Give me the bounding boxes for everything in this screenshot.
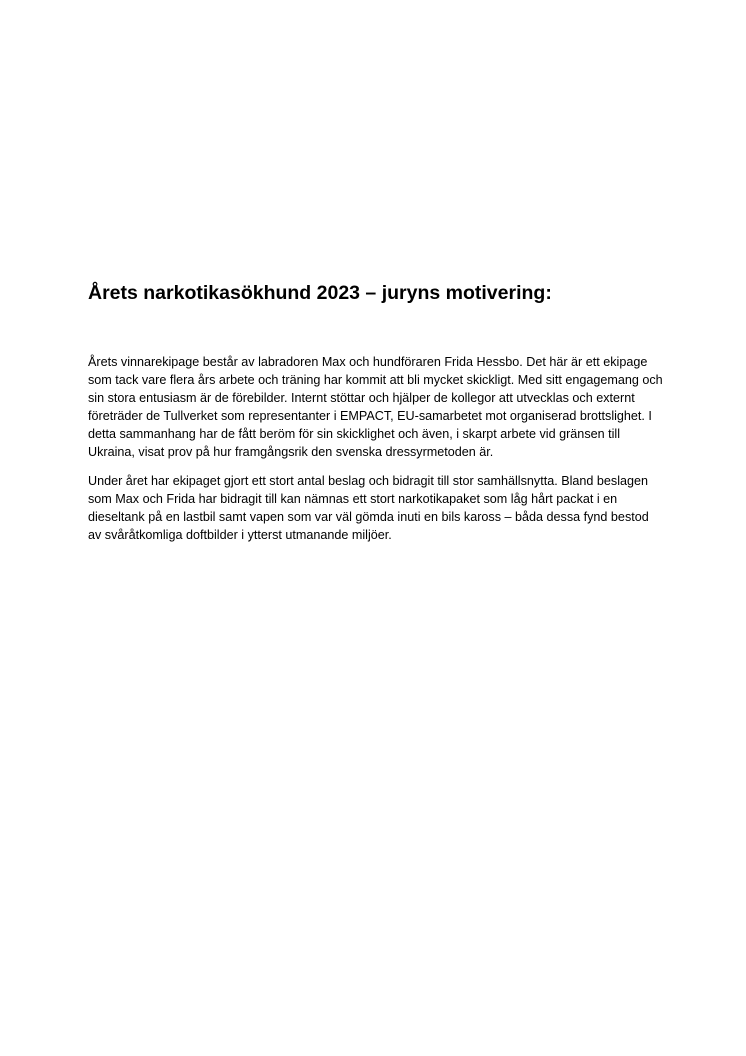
document-body xyxy=(88,353,663,544)
paragraph-seizures: Under året har ekipaget gjort ett stort antal beslag och bidragit till stor samhällsnytta. Bland beslagen som Max och Frida har bidragit till kan nämnas ett stort narkotikapaket som låg hårt packat i en dieseltank på en lastbil samt vapen som var väl gömda inuti en bils kaross – båda dessa fynd bestod av svåråtkomliga doftbilder i ytterst utmanande miljöer. xyxy=(88,474,649,542)
document-title: Årets narkotikasökhund 2023 – juryns motivering: xyxy=(88,282,552,304)
paragraph-jury-motivation: Årets vinnarekipage består av labradoren Max och hundföraren Frida Hessbo. Det här är ett ekipage som tack vare flera års arbete och träning har kommit att bli mycket skickligt. Med sitt engagemang och sin stora entusiasm är de förebilder. Internt stöttar och hjälper de kollegor att utvecklas och externt företräder de Tullverket som representanter i EMPACT, EU-samarbetet mot organiserad brottslighet. I detta sammanhang har de fått beröm för sin skicklighet och även, i skarpt arbete vid gränsen till Ukraina, visat prov på hur framgångsrik den svenska dressyrmetoden är. xyxy=(88,355,663,459)
document-content xyxy=(88,280,663,555)
